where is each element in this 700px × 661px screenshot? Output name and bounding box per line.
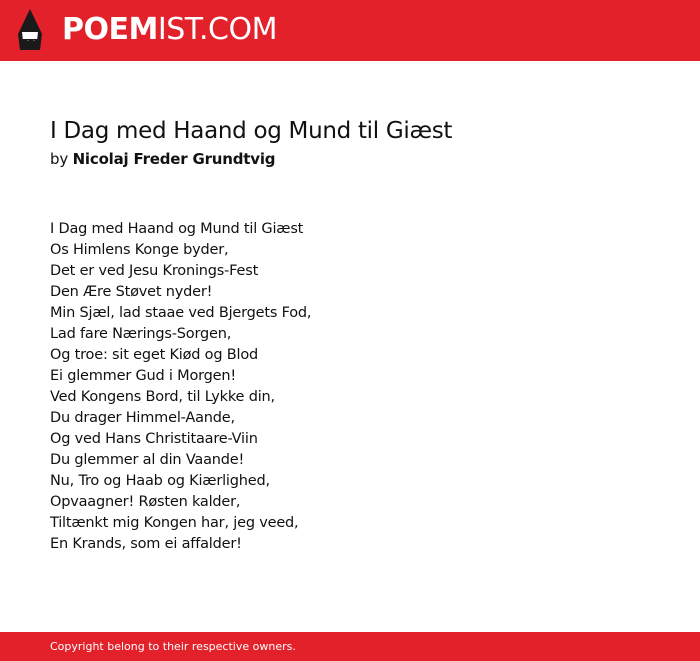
pencil-icon xyxy=(18,9,42,51)
poem-line: Ved Kongens Bord, til Lykke din, xyxy=(50,389,275,405)
poem-line: Du drager Himmel-Aande, xyxy=(50,410,235,426)
poem-line: I Dag med Haand og Mund til Giæst xyxy=(50,221,304,237)
logo-text xyxy=(62,12,277,48)
poem-line: Tiltænkt mig Kongen har, jeg veed, xyxy=(50,515,299,531)
poem-line: Opvaagner! Røsten kalder, xyxy=(50,494,241,510)
site-header xyxy=(0,0,700,61)
poem-body xyxy=(50,219,311,555)
poem-line: Og ved Hans Christitaare-Viin xyxy=(50,431,258,447)
poem-line: Nu, Tro og Haab og Kiærlighed, xyxy=(50,473,270,489)
copyright-text: Copyright belong to their respective owners. xyxy=(50,640,296,653)
logo-bold-text: POEM xyxy=(62,12,158,47)
author-link[interactable]: Nicolaj Freder Grundtvig xyxy=(72,150,276,168)
poem-line: Det er ved Jesu Kronings-Fest xyxy=(50,263,259,279)
logo-light-text: IST.COM xyxy=(157,12,277,47)
poem-line: Den Ære Støvet nyder! xyxy=(50,284,213,300)
poem-line: Os Himlens Konge byder, xyxy=(50,242,229,258)
poem-line: Og troe: sit eget Kiød og Blod xyxy=(50,347,259,363)
poem-line: Lad fare Nærings-Sorgen, xyxy=(50,326,232,342)
poem-line: Du glemmer al din Vaande! xyxy=(50,452,245,468)
by-label: by xyxy=(50,150,68,168)
poem-line: Ei glemmer Gud i Morgen! xyxy=(50,368,236,384)
site-footer xyxy=(0,632,700,661)
poem-line: En Krands, som ei affalder! xyxy=(50,536,242,552)
poem-line: Min Sjæl, lad staae ved Bjergets Fod, xyxy=(50,305,312,321)
poem-title: I Dag med Haand og Mund til Giæst xyxy=(50,118,453,144)
byline xyxy=(50,149,275,169)
